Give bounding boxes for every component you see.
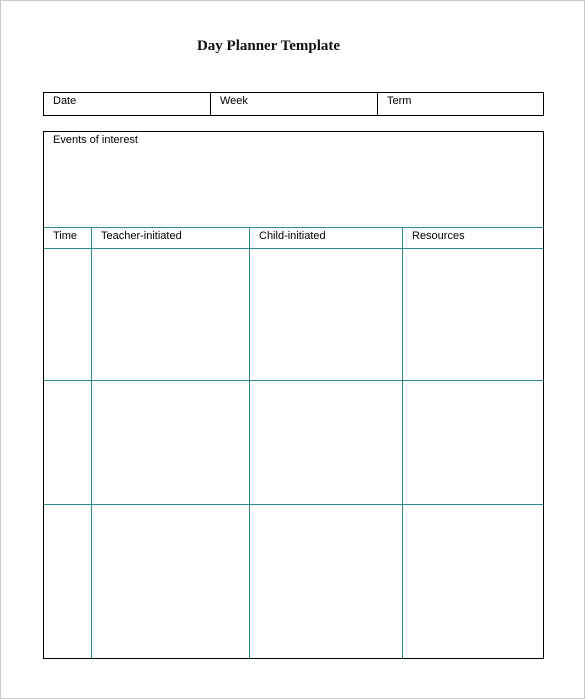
week-field[interactable] — [211, 93, 378, 115]
column-header-teacher-initiated: Teacher-initiated — [101, 230, 182, 242]
teacher-initiated-cell[interactable] — [92, 381, 249, 504]
planner-table — [43, 131, 544, 659]
column-header-resources: Resources — [412, 230, 465, 242]
resources-cell[interactable] — [403, 381, 543, 504]
teacher-initiated-cell[interactable] — [92, 249, 249, 380]
child-initiated-cell[interactable] — [250, 505, 402, 658]
term-label: Term — [387, 95, 412, 107]
date-field[interactable] — [44, 93, 211, 115]
week-label: Week — [220, 95, 248, 107]
resources-cell[interactable] — [403, 249, 543, 380]
time-cell[interactable] — [44, 381, 91, 504]
column-header-child-initiated: Child-initiated — [259, 230, 326, 242]
events-of-interest-field[interactable] — [44, 132, 543, 227]
teacher-initiated-cell[interactable] — [92, 505, 249, 658]
resources-cell[interactable] — [403, 505, 543, 658]
child-initiated-cell[interactable] — [250, 381, 402, 504]
child-initiated-cell[interactable] — [250, 249, 402, 380]
time-cell[interactable] — [44, 505, 91, 658]
date-label: Date — [53, 95, 77, 107]
column-header-time: Time — [53, 230, 78, 242]
events-label: Events of interest — [53, 134, 138, 146]
time-cell[interactable] — [44, 249, 91, 380]
info-table — [43, 92, 544, 116]
page-title: Day Planner Template — [196, 38, 341, 54]
term-field[interactable] — [378, 93, 543, 115]
